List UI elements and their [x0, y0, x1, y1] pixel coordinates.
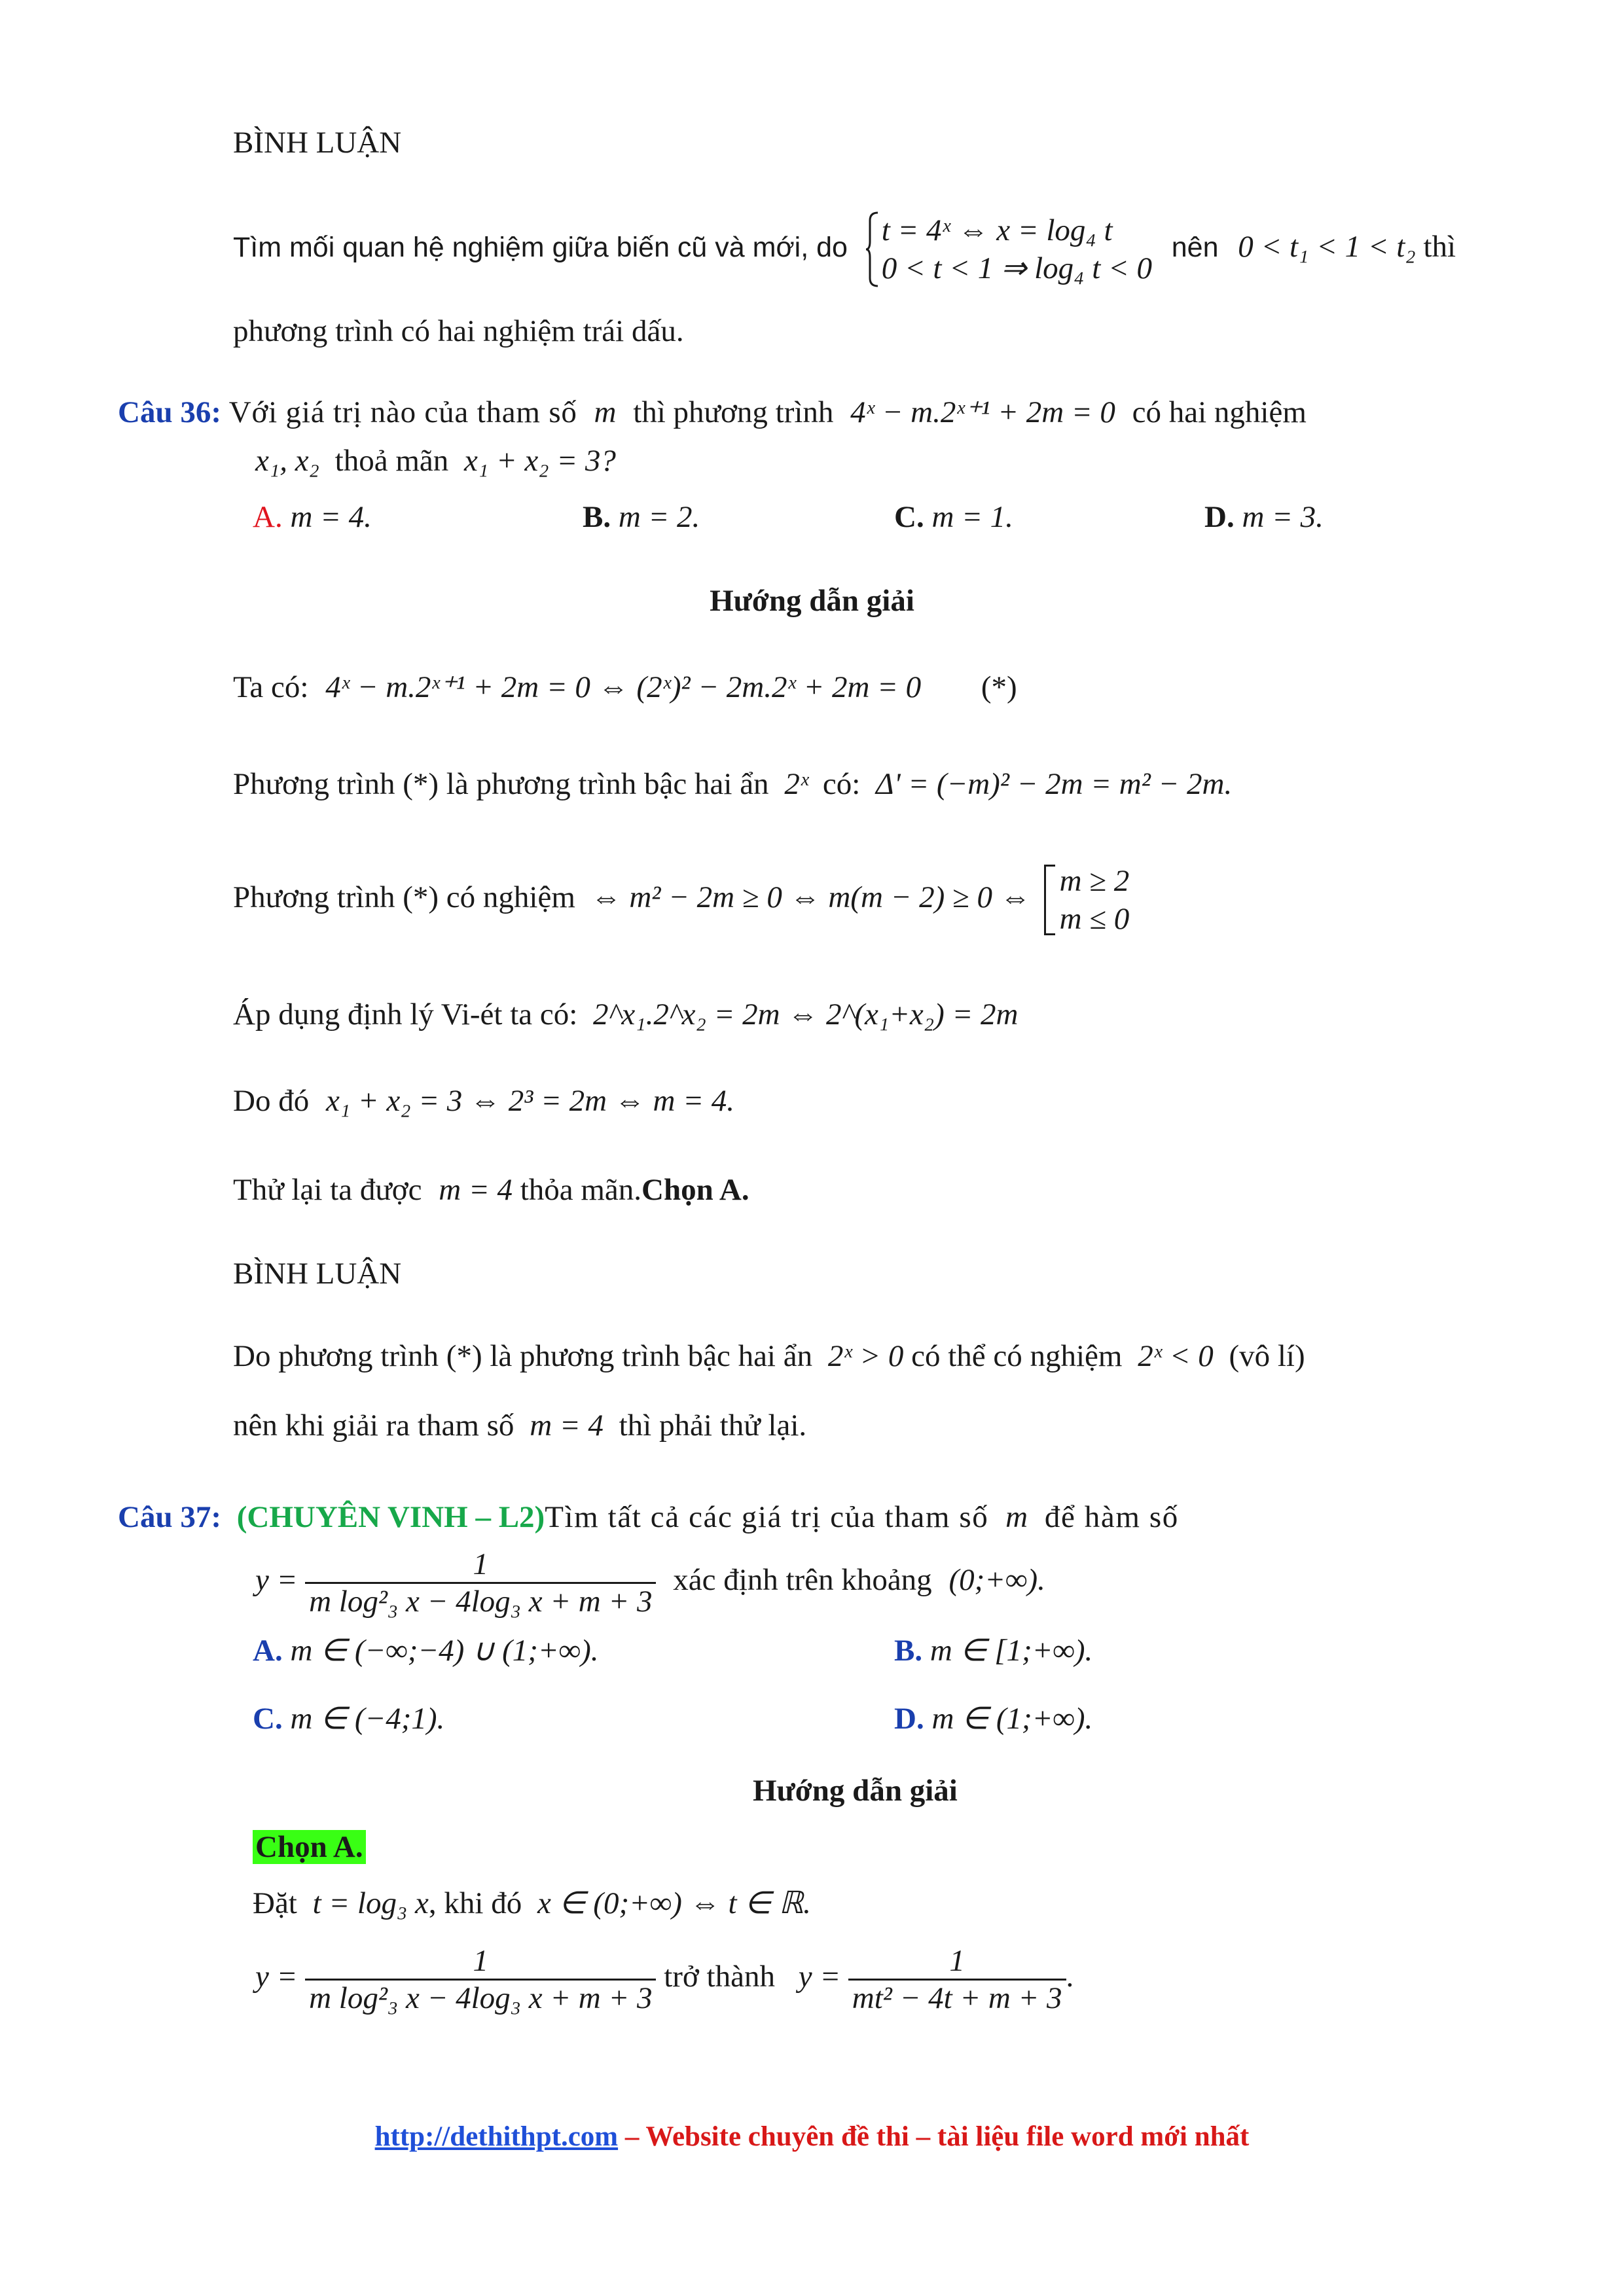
q37-option-b-letter: B.: [894, 1634, 923, 1668]
binh-luan-2-eq-1: 2ˣ > 0: [827, 1339, 904, 1373]
q37-function-fraction: [305, 1547, 656, 1619]
q36-option-c-letter: C.: [894, 500, 924, 534]
q37-option-b: [894, 1632, 1092, 1669]
log-system-row-1: t = 4ˣ ⇔ x = log₄ t: [881, 213, 1113, 248]
q36-step-3-text: Phương trình (*) có nghiệm: [233, 880, 575, 914]
q36-option-a-letter: A.: [253, 500, 283, 534]
q37-func-interval: (0;+∞).: [948, 1563, 1045, 1597]
q37-step-1: [253, 1885, 811, 1922]
binh-luan-2-line-1: [233, 1338, 1305, 1374]
binh-luan-1-line-2: phương trình có hai nghiệm trái dấu.: [233, 314, 684, 348]
q37-option-c-letter: C.: [253, 1702, 283, 1736]
q36-step-1-equation: 4ˣ − m.2ˣ⁺¹ + 2m = 0 ⇔ (2ˣ)² − 2m.2ˣ + 2m = 0: [325, 670, 922, 704]
q36-step-1-label: Ta có:: [233, 670, 309, 704]
binh-luan-1-text-c: thì: [1423, 230, 1456, 264]
binh-luan-1-text-b: nên: [1171, 232, 1219, 263]
q36-step-4-equation: 2^x₁.2^x₂ = 2m ⇔ 2^(x₁+x₂) = 2m: [593, 997, 1019, 1031]
q36-step-3-equation: ⇔ m² − 2m ≥ 0 ⇔ m(m − 2) ≥ 0 ⇔: [590, 880, 1031, 914]
q36-step-1-tag: (*): [981, 670, 1017, 704]
q36-step-6-text-b: thỏa mãn.: [520, 1173, 642, 1207]
q36-step-3: [233, 855, 1129, 940]
q36-step-3-bracket-system: [1044, 862, 1130, 938]
q37-func-lhs: y =: [255, 1563, 298, 1597]
q36-step-2-text-a: Phương trình (*) là phương trình bậc hai ẩn: [233, 767, 769, 801]
q37-answer-line: [253, 1829, 366, 1865]
q36-question-line-1: [118, 394, 1307, 431]
q36-label: Câu 36:: [118, 395, 221, 429]
q37-step-2-numerator-2: 1: [848, 1943, 1066, 1981]
q37-text-b: để hàm số: [1044, 1500, 1179, 1534]
q36-vars: x₁, x₂: [255, 444, 319, 478]
q36-option-d-value: m = 3.: [1242, 500, 1324, 534]
q36-text-c: có hai nghiệm: [1132, 395, 1307, 429]
q36-text-b: thì phương trình: [633, 395, 834, 429]
log-system: [865, 211, 1152, 287]
q37-step-2-fraction-2: [848, 1943, 1066, 2016]
q37-step-2-lhs-2: y =: [798, 1960, 841, 1994]
q37-step-2-end: .: [1066, 1960, 1074, 1994]
q36-option-b-value: m = 2.: [618, 500, 700, 534]
q36-step-4: [233, 996, 1018, 1033]
q37-option-a-letter: A.: [253, 1634, 283, 1668]
q36-option-b: [583, 499, 700, 535]
q36-step-2-var: 2ˣ: [784, 767, 809, 801]
binh-luan-2-text-a: Do phương trình (*) là phương trình bậc hai ẩn: [233, 1339, 813, 1373]
q37-text-a: Tìm tất cả các giá trị của tham số: [545, 1500, 989, 1534]
q37-func-text: xác định trên khoảng: [673, 1563, 932, 1597]
q37-func-numerator: 1: [305, 1547, 656, 1584]
q37-step-1-eq: t = log₃ x: [312, 1886, 429, 1920]
binh-luan-1-text-a: Tìm mối quan hệ nghiệm giữa biến cũ và mới, do: [233, 232, 848, 263]
q36-option-d: [1204, 499, 1324, 535]
q37-step-2-denominator-1: m log²₃ x − 4log₃ x + m + 3: [309, 1981, 653, 2015]
q36-condition: x₁ + x₂ = 3?: [464, 444, 616, 478]
q36-equation: 4ˣ − m.2ˣ⁺¹ + 2m = 0: [850, 395, 1115, 429]
q37-option-d: [894, 1700, 1092, 1737]
root-inequality: 0 < t₁ < 1 < t₂: [1238, 230, 1416, 264]
q36-step-3-case-1: m ≥ 2: [1059, 864, 1130, 899]
q36-text-a: Với giá trị nào của tham số: [228, 395, 577, 429]
q36-var-m: m: [594, 395, 617, 429]
footer-text: – Website chuyên đề thi – tài liệu file word mới nhất: [618, 2121, 1250, 2152]
q36-answer: Chọn A.: [641, 1173, 749, 1207]
q36-step-4-text: Áp dụng định lý Vi-ét ta có:: [233, 997, 578, 1031]
q36-option-a: [253, 499, 372, 535]
binh-luan-1-line: [233, 198, 1456, 296]
binh-luan-heading-1: BÌNH LUẬN: [233, 126, 402, 160]
binh-luan-2-eq-2: 2ˣ < 0: [1138, 1339, 1214, 1373]
q37-step-2-lhs: y =: [255, 1960, 298, 1994]
q37-option-c-value: m ∈ (−4;1).: [290, 1702, 445, 1736]
page-footer: [0, 2121, 1624, 2153]
binh-luan-2-text-b: có thể có nghiệm: [911, 1339, 1123, 1373]
binh-luan-heading-2: BÌNH LUẬN: [233, 1257, 402, 1291]
q37-source: (CHUYÊN VINH – L2): [236, 1500, 545, 1534]
binh-luan-2-line-2-text-b: thì phải thử lại.: [619, 1408, 807, 1443]
q37-question-line-1: [118, 1499, 1179, 1535]
binh-luan-2-line-2-text-a: nên khi giải ra tham số: [233, 1408, 514, 1443]
q37-step-1-text-b: , khi đó: [428, 1886, 522, 1920]
q37-option-b-value: m ∈ [1;+∞).: [929, 1634, 1093, 1668]
q36-step-5: [233, 1083, 734, 1119]
binh-luan-2-text-c: (vô lí): [1229, 1339, 1305, 1373]
q36-step-5-equation: x₁ + x₂ = 3 ⇔ 2³ = 2m ⇔ m = 4.: [325, 1084, 734, 1118]
q37-step-2-denominator-2: mt² − 4t + m + 3: [852, 1981, 1062, 2015]
q37-label: Câu 37:: [118, 1500, 221, 1534]
q37-step-2: [255, 1936, 1074, 2017]
q37-step-2-text: trở thành: [664, 1960, 775, 1994]
q36-step-6-equation: m = 4: [439, 1173, 513, 1207]
q37-option-d-letter: D.: [894, 1702, 924, 1736]
q36-line2-text: thoả mãn: [334, 444, 449, 478]
footer-link[interactable]: http://dethithpt.com: [374, 2121, 619, 2152]
q37-var-m: m: [1005, 1500, 1028, 1534]
q37-option-d-value: m ∈ (1;+∞).: [931, 1702, 1093, 1736]
q37-answer: Chọn A.: [253, 1830, 366, 1864]
bracket-icon: [1044, 865, 1055, 935]
log-system-row-2: 0 < t < 1 ⇒ log₄ t < 0: [881, 251, 1152, 286]
q36-option-c: [894, 499, 1013, 535]
q36-step-3-case-2: m ≤ 0: [1059, 902, 1130, 937]
q36-option-c-value: m = 1.: [931, 500, 1013, 534]
q36-step-2-text-b: có:: [822, 767, 861, 801]
q37-option-c: [253, 1700, 444, 1737]
q37-step-2-fraction-1: [305, 1943, 656, 2016]
q36-step-2: [233, 766, 1232, 802]
q36-option-a-value: m = 4.: [290, 500, 372, 534]
q36-option-d-letter: D.: [1204, 500, 1235, 534]
q37-option-a-value: m ∈ (−∞;−4) ∪ (1;+∞).: [290, 1634, 599, 1668]
q36-question-line-2: [255, 442, 616, 479]
q36-step-2-equation: Δ' = (−m)² − 2m = m² − 2m.: [876, 767, 1233, 801]
q36-step-6-text-a: Thử lại ta được: [233, 1173, 422, 1207]
q37-step-1-text-a: Đặt: [253, 1886, 297, 1920]
q36-step-5-text: Do đó: [233, 1084, 310, 1118]
q36-solution-heading: Hướng dẫn giải: [710, 584, 914, 618]
q37-solution-heading: Hướng dẫn giải: [753, 1774, 958, 1808]
q37-step-2-numerator-1: 1: [305, 1943, 656, 1981]
q36-option-b-letter: B.: [583, 500, 611, 534]
q37-func-denominator: m log²₃ x − 4log₃ x + m + 3: [309, 1584, 653, 1619]
q36-step-6: [233, 1172, 749, 1208]
binh-luan-2-line-2: [233, 1407, 806, 1444]
q37-function-line: [255, 1539, 1045, 1621]
binh-luan-2-line-2-eq: m = 4: [530, 1408, 604, 1443]
q37-step-1-eq-2: x ∈ (0;+∞) ⇔ t ∈ ℝ.: [537, 1886, 811, 1920]
q37-option-a: [253, 1632, 599, 1669]
brace-icon: [865, 211, 879, 287]
q36-step-1: [233, 669, 1017, 706]
